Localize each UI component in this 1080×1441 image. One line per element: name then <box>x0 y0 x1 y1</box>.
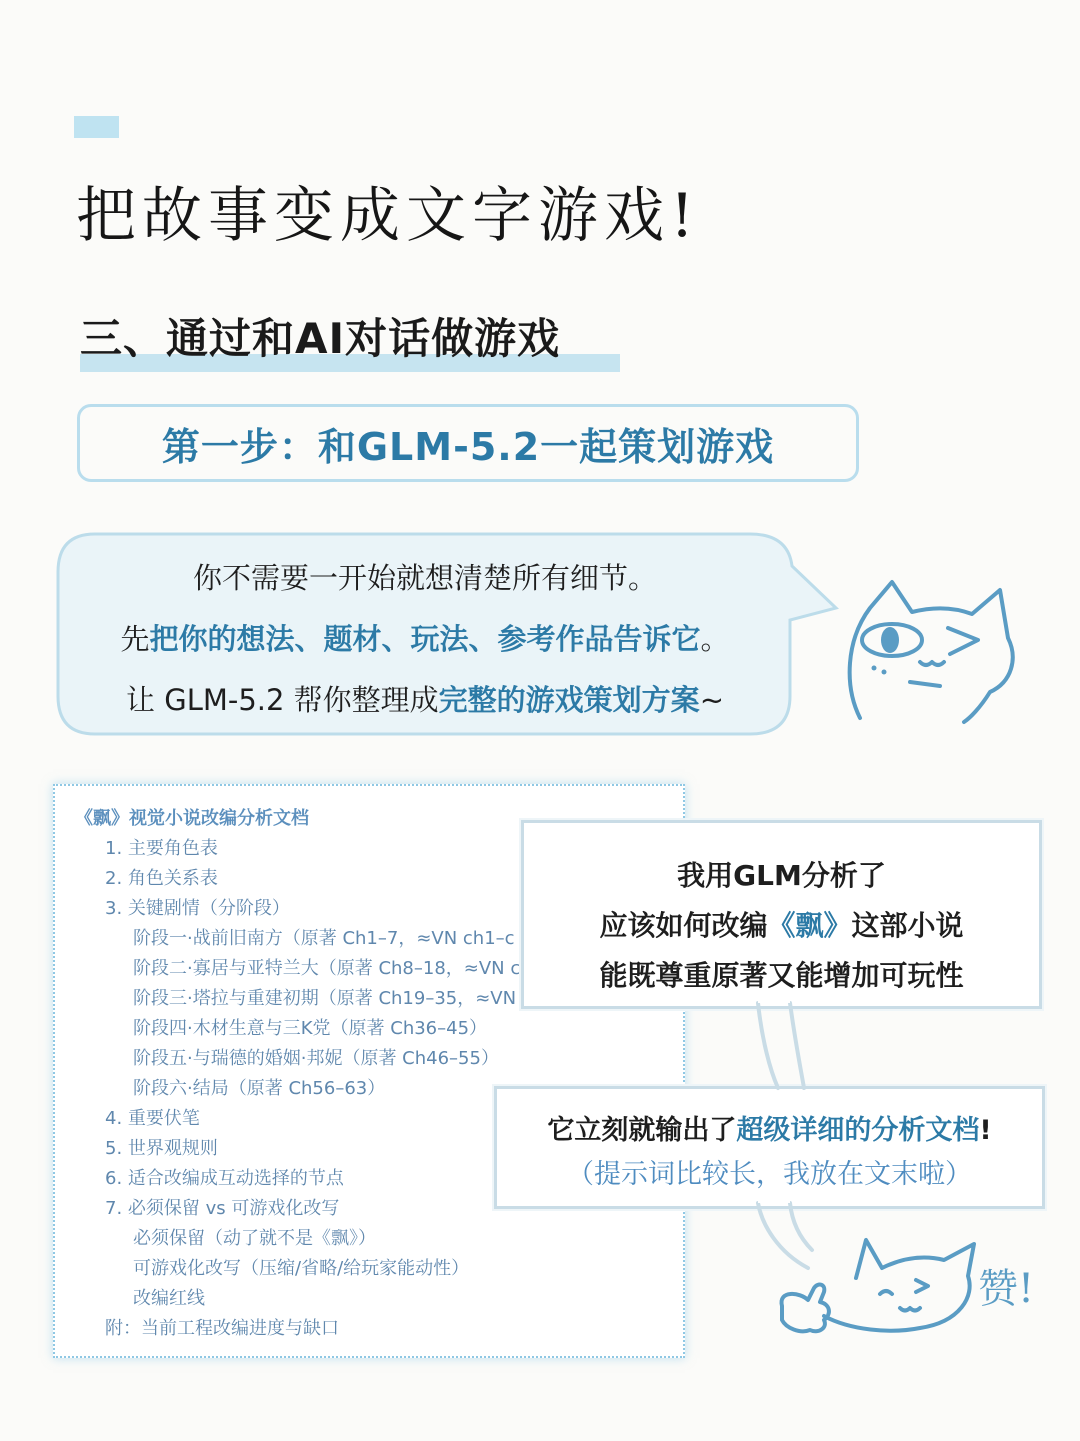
page-title: 把故事变成文字游戏! <box>76 181 701 251</box>
document-item: 2. 角色关系表 <box>105 868 218 889</box>
document-item: 4. 重要伏笔 <box>105 1108 200 1129</box>
callout-1-book-title: 《飘》 <box>767 909 852 942</box>
header-accent-block <box>74 116 119 138</box>
document-item: 阶段一·战前旧南方（原著 Ch1–7，≈VN ch1–c <box>133 928 515 949</box>
winking-cat-icon <box>840 578 1020 728</box>
speech-line-1: 你不需要一开始就想清楚所有细节。 <box>192 561 657 595</box>
step-title: 第一步：和GLM-5.2一起策划游戏 <box>161 424 775 469</box>
speech-line-3-pre: 让 GLM-5.2 帮你整理成 <box>126 683 439 717</box>
document-item: 阶段四·木材生意与三K党（原著 Ch36–45） <box>133 1018 488 1039</box>
callout-2-line-1-pre: 它立刻就输出了 <box>547 1115 737 1146</box>
document-item: 可游戏化改写（压缩/省略/给玩家能动性） <box>133 1258 470 1279</box>
callout-output-note <box>494 1086 1045 1209</box>
callout-1-line-1: 我用GLM分析了 <box>677 859 886 892</box>
speech-text <box>60 548 790 731</box>
step-box <box>77 404 859 482</box>
document-item: 阶段三·塔拉与重建初期（原著 Ch19–35，≈VN <box>133 988 517 1009</box>
callout-1-line-2-pre: 应该如何改编 <box>599 909 768 942</box>
speech-line-3 <box>60 670 790 731</box>
speech-line-2-highlight: 把你的想法、题材、玩法、参考作品告诉它 <box>149 622 701 656</box>
speech-line-3-post: ~ <box>699 683 724 717</box>
document-item: 7. 必须保留 vs 可游戏化改写 <box>105 1198 340 1219</box>
document-item: 3. 关键剧情（分阶段） <box>105 898 290 919</box>
callout-1-line-3: 能既尊重原著又能增加可玩性 <box>599 959 964 992</box>
document-item: 附：当前工程改编进度与缺口 <box>105 1318 339 1339</box>
callout-1-line-2 <box>524 901 1039 951</box>
callout-analysis-note <box>521 820 1042 1009</box>
document-item: 1. 主要角色表 <box>105 838 218 859</box>
praise-text: 赞! <box>978 1266 1035 1312</box>
speech-line-2-post: 。 <box>700 622 730 656</box>
callout-2-line-1 <box>497 1109 1042 1153</box>
speech-line-2-pre: 先 <box>120 622 150 656</box>
document-item: 必须保留（动了就不是《飘》） <box>133 1228 376 1249</box>
section-heading: 三、通过和AI对话做游戏 <box>80 314 561 363</box>
document-item: 阶段五·与瑞德的婚姻·邦妮（原著 Ch46–55） <box>133 1048 499 1069</box>
document-item: 阶段二·寡居与亚特兰大（原著 Ch8–18，≈VN c <box>133 958 521 979</box>
thumbs-up-cat-icon <box>770 1230 1060 1350</box>
speech-line-3-highlight: 完整的游戏策划方案 <box>438 683 700 717</box>
document-title: 《飘》视觉小说改编分析文档 <box>75 808 309 829</box>
callout-1-line-2-post: 这部小说 <box>851 909 964 942</box>
section-heading-block <box>80 306 560 366</box>
speech-line-2 <box>60 609 790 670</box>
document-item: 改编红线 <box>133 1288 205 1309</box>
callout-2-line-2: （提示词比较长，我放在文末啦） <box>567 1159 972 1190</box>
callout-2-highlight: 超级详细的分析文档 <box>736 1115 980 1146</box>
document-item: 5. 世界观规则 <box>105 1138 218 1159</box>
callout-2-line-1-post: ! <box>979 1115 992 1146</box>
document-item: 阶段六·结局（原著 Ch56–63） <box>133 1078 386 1099</box>
document-item: 6. 适合改编成互动选择的节点 <box>105 1168 344 1189</box>
